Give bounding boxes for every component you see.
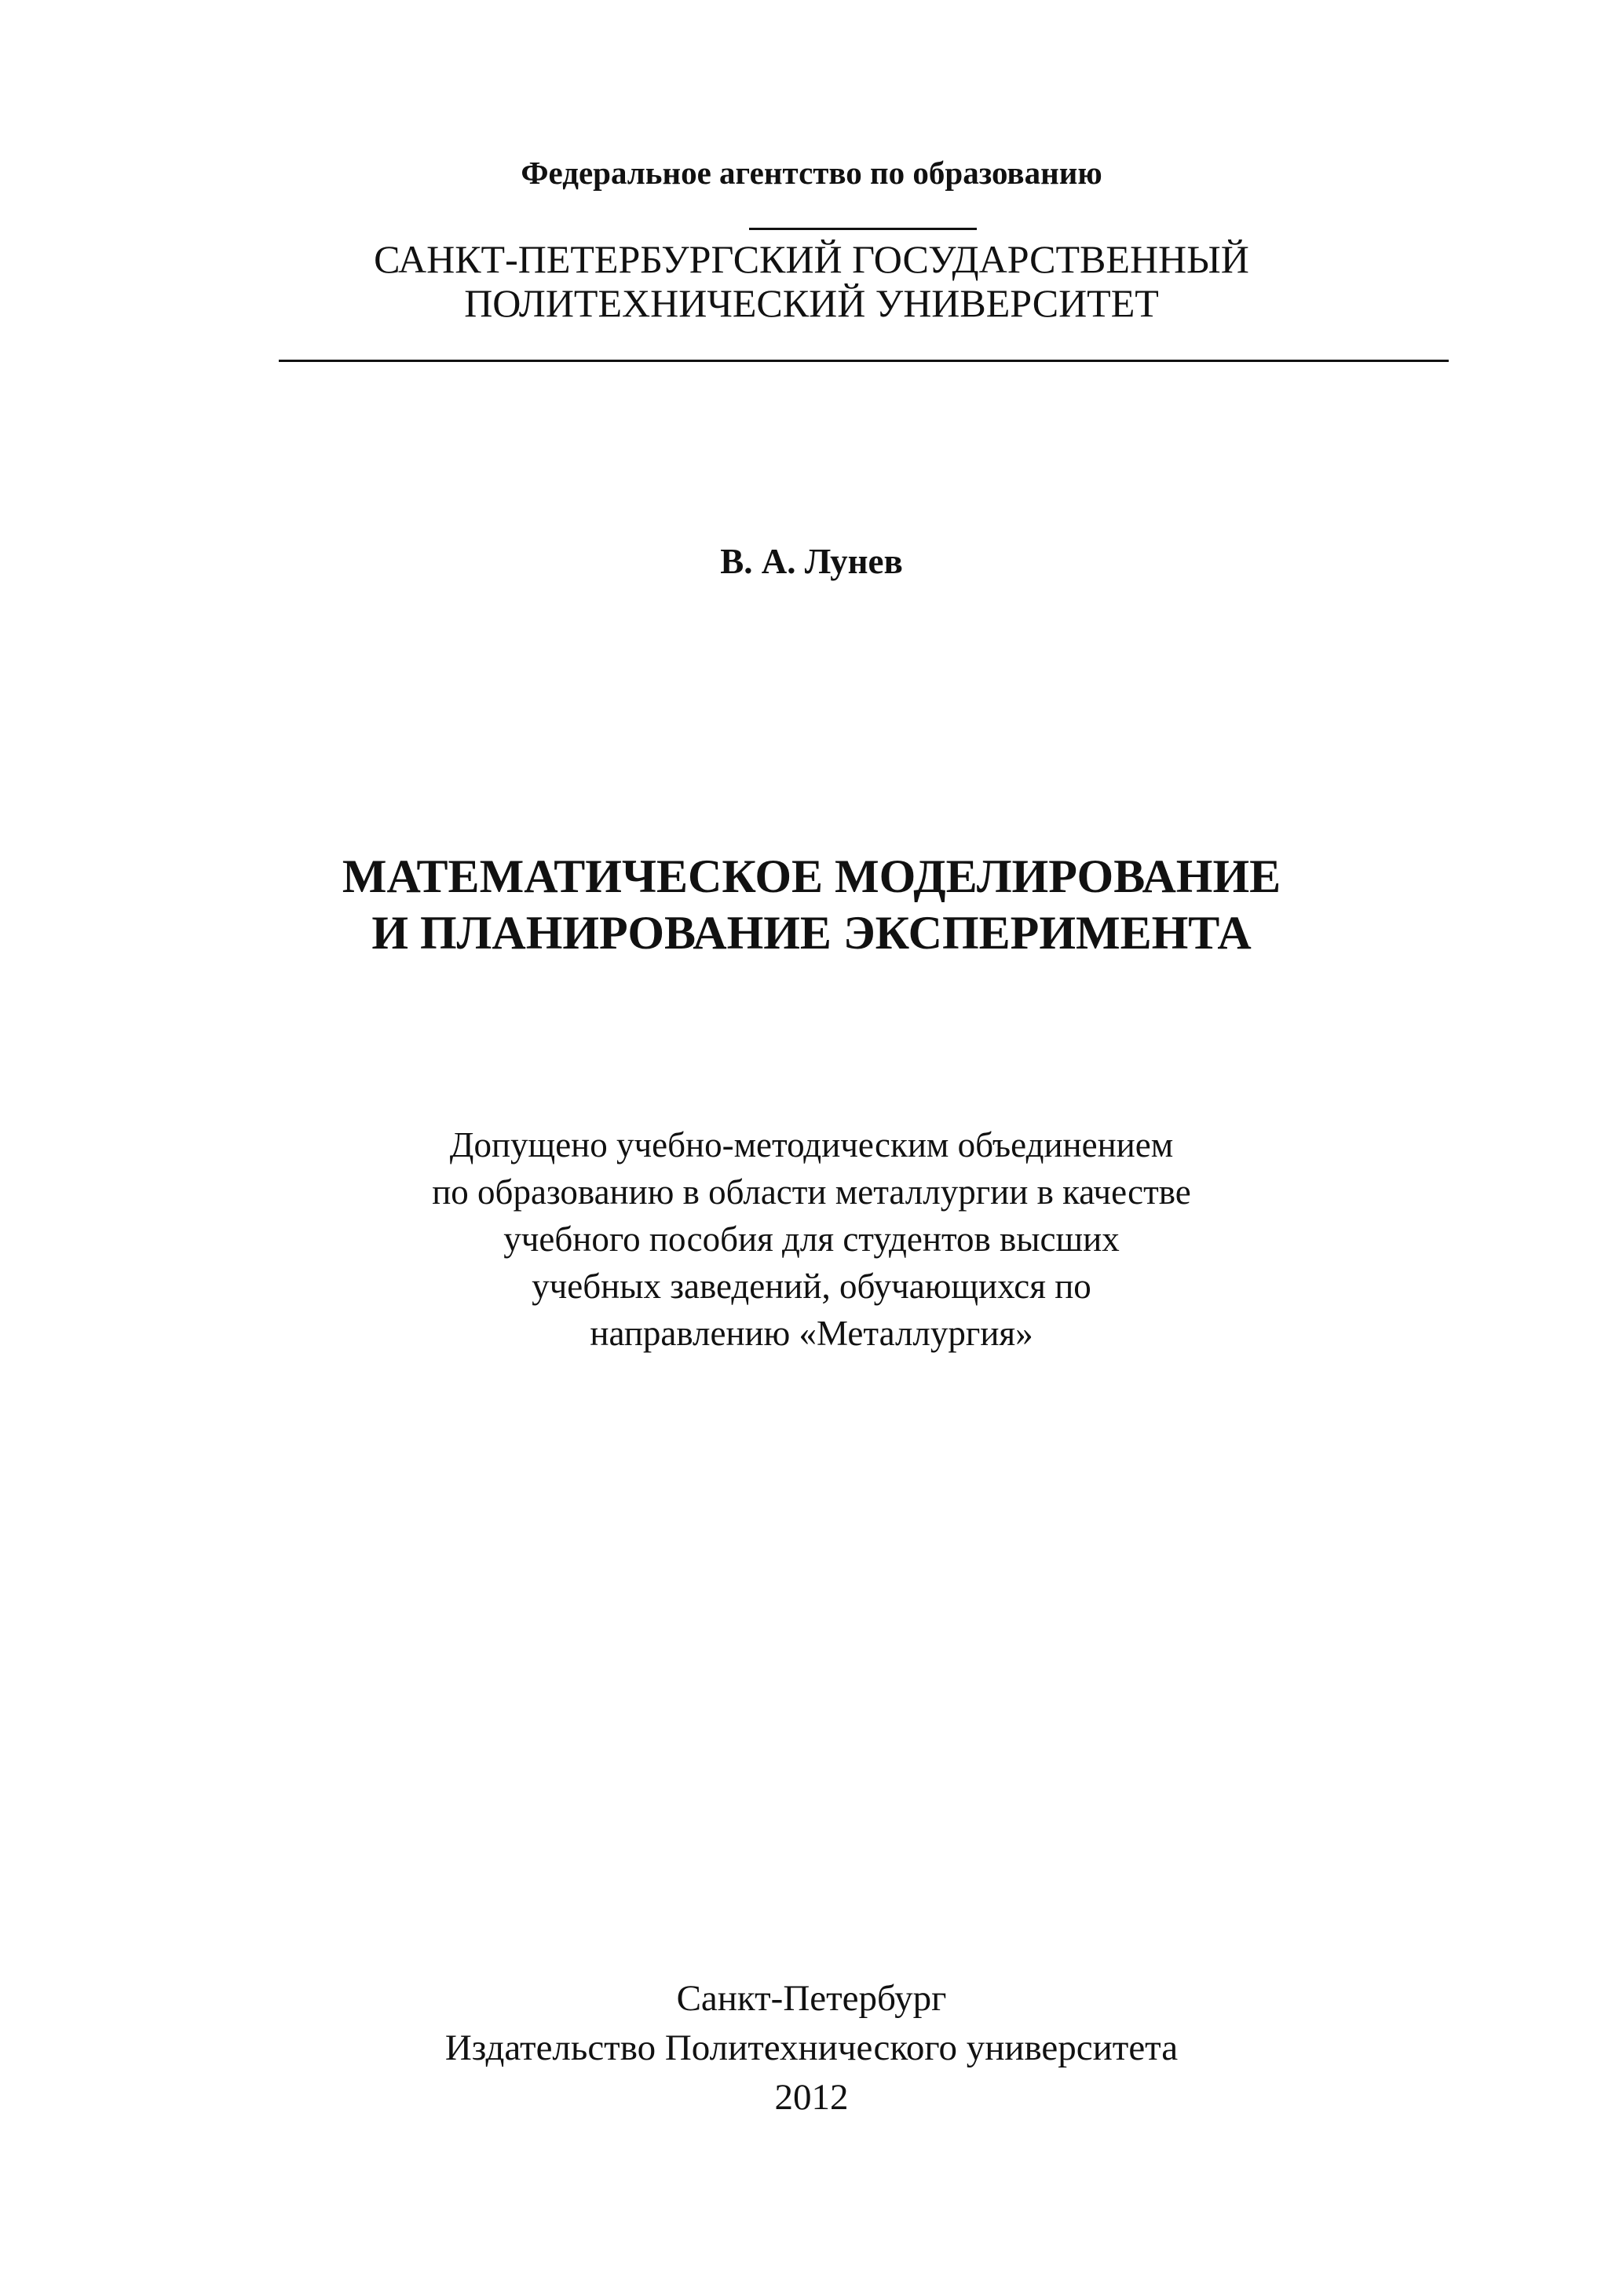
approval-line: учебного пособия для студентов высших	[503, 1219, 1120, 1259]
university-name-line-1: САНКТ-ПЕТЕРБУРГСКИЙ ГОСУДАРСТВЕННЫЙ	[374, 237, 1249, 281]
short-divider	[749, 228, 977, 230]
approval-line: направлению «Металлургия»	[590, 1314, 1033, 1353]
imprint-city: Санкт-Петербург	[676, 1978, 947, 2019]
long-divider	[279, 360, 1449, 362]
book-title-line-2: И ПЛАНИРОВАНИЕ ЭКСПЕРИМЕНТА	[371, 907, 1252, 959]
approval-line: учебных заведений, обучающихся по	[532, 1267, 1091, 1306]
agency-name: Федеральное агентство по образованию	[521, 155, 1102, 191]
approval-line: Допущено учебно-методическим объединением	[449, 1125, 1174, 1164]
university-name-line-2: ПОЛИТЕХНИЧЕСКИЙ УНИВЕРСИТЕТ	[464, 281, 1159, 325]
author-name: В. А. Лунев	[720, 542, 903, 581]
imprint-publisher: Издательство Политехнического университета	[444, 2027, 1179, 2068]
book-title-line-1: МАТЕМАТИЧЕСКОЕ МОДЕЛИРОВАНИЕ	[342, 850, 1281, 902]
imprint-year: 2012	[774, 2077, 849, 2118]
approval-line: по образованию в области металлургии в качестве	[432, 1172, 1191, 1212]
